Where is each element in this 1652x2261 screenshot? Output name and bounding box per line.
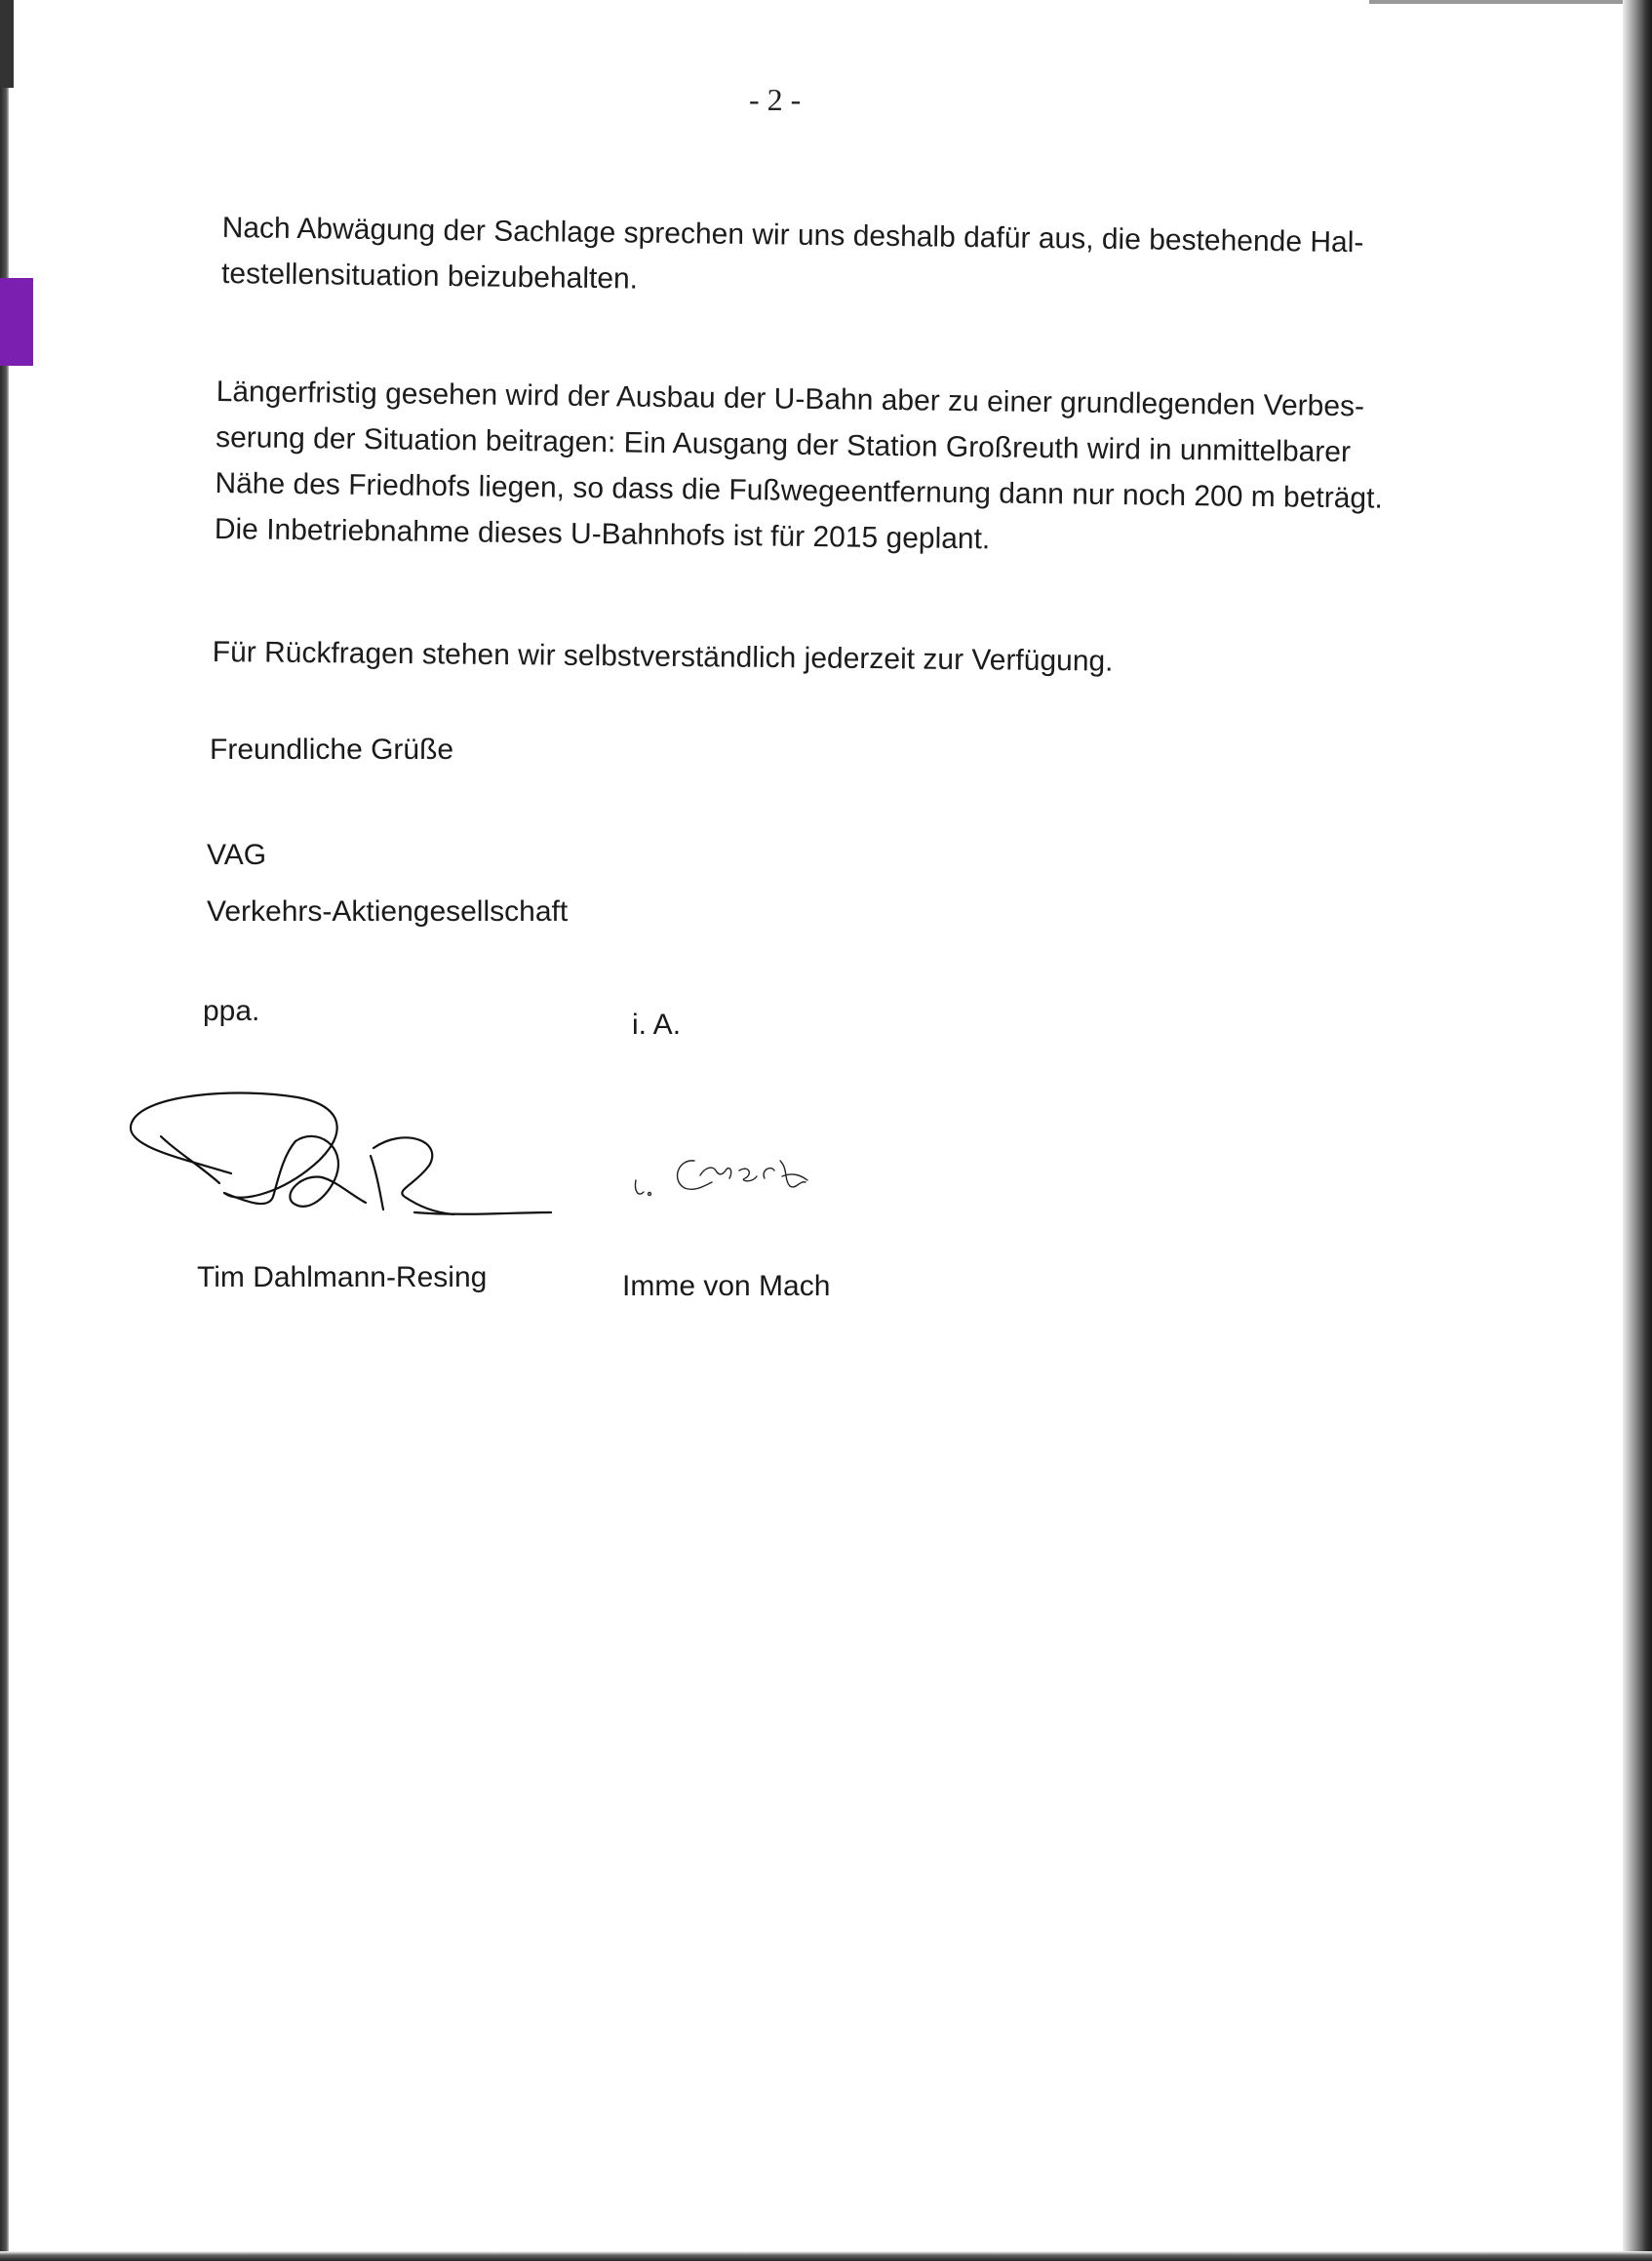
signatory-2-name: Imme von Mach <box>622 1270 831 1302</box>
closing-greeting: Freundliche Grüße <box>210 734 454 766</box>
signatory-2-prefix: i. A. <box>632 1009 682 1041</box>
text-line: Nach Abwägung der Sachlage sprechen wir uns deshalb dafür aus, die bestehende Hal- <box>221 211 1364 259</box>
text-line: Die Inbetriebnahme dieses U-Bahnhofs ist für 2015 geplant. <box>214 512 991 556</box>
signatory-1-prefix: ppa. <box>203 995 260 1027</box>
scan-edge-purple-mark <box>0 278 33 366</box>
text-line: serung der Situation beitragen: Ein Ausgang der Station Großreuth wird in unmittelbarer <box>215 420 1352 469</box>
text-line: Nähe des Friedhofs liegen, so dass die Fußwegeentfernung dann nur noch 200 m beträgt. <box>215 466 1383 515</box>
paragraph-contact-offer <box>213 629 1114 685</box>
scan-edge-top <box>1369 0 1623 4</box>
company-short-name: VAG <box>207 839 267 871</box>
signature-imme-von-mach <box>624 1141 839 1210</box>
signature-tim-dahlmann-resing <box>122 1088 570 1244</box>
scan-edge-left-top <box>0 0 14 88</box>
paragraph-ubahn-outlook <box>215 369 1385 568</box>
text-line: testellensituation beizubehalten. <box>220 257 639 296</box>
company-full-name: Verkehrs-Aktiengesellschaft <box>207 895 569 928</box>
scan-edge-right <box>1623 0 1652 2261</box>
scan-edge-bottom <box>0 2251 1652 2261</box>
text-line: Längerfristig gesehen wird der Ausbau der U-Bahn aber zu einer grundlegenden Verbes- <box>216 375 1365 423</box>
signatory-1-name: Tim Dahlmann-Resing <box>197 1261 488 1293</box>
text-line: Für Rückfragen stehen wir selbstverständlich jederzeit zur Verfügung. <box>212 635 1114 678</box>
page-number: - 2 - <box>749 82 802 117</box>
paragraph-decision <box>221 205 1364 311</box>
